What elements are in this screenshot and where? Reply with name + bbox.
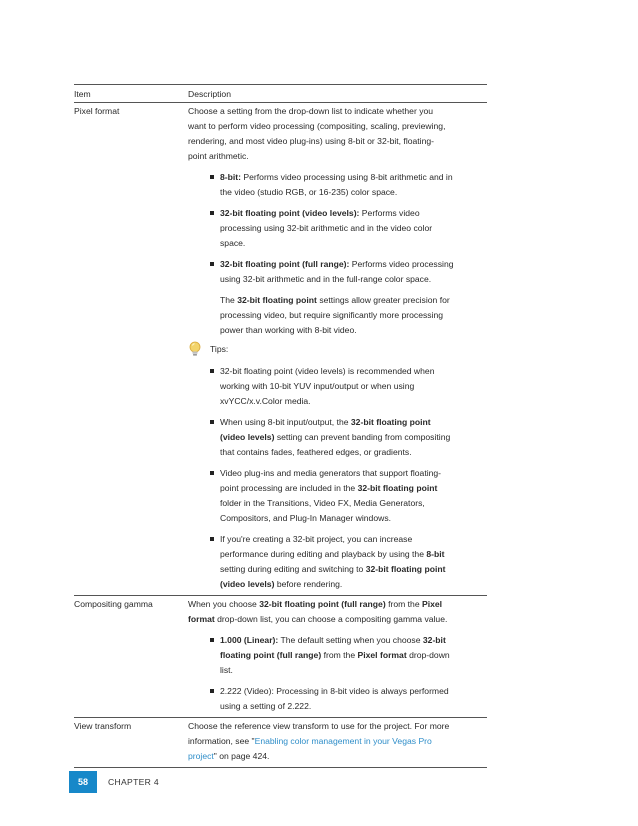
bullet-icon	[210, 689, 214, 693]
chapter-label: CHAPTER 4	[108, 777, 159, 787]
lightbulb-icon	[188, 341, 202, 357]
bullet-icon	[210, 471, 214, 475]
bullet-icon	[210, 175, 214, 179]
tips-heading: Tips:	[188, 342, 487, 358]
bullet-icon	[210, 369, 214, 373]
bullet-8bit: 8-bit: Performs video processing using 8-bit arithmetic and in the video (studio RGB, or 16-235) color space.	[188, 170, 487, 200]
bullet-32bit-full-range: 32-bit floating point (full range): Performs video processing using 32-bit arithmetic and in the full-range color space.	[188, 257, 487, 287]
color-management-link[interactable]: Enabling color management in your Vegas Pro	[254, 736, 432, 746]
table-header-row	[74, 85, 487, 102]
tip-performance: If you're creating a 32-bit project, you can increase performance during editing and playback by using the 8-bit setting during editing and switching to 32-bit floating point (video levels) before rendering.	[188, 532, 487, 592]
bullet-icon	[210, 262, 214, 266]
bullet-32bit-video-levels: 32-bit floating point (video levels): Performs video processing using 32-bit arithmetic and in the video color space.	[188, 206, 487, 251]
header-description: Description	[188, 89, 231, 99]
table-row-pixel-format	[74, 103, 487, 595]
table-bottom-rule	[74, 767, 487, 768]
settings-table	[74, 84, 487, 768]
item-pixel-format: Pixel format	[74, 106, 120, 116]
description-view-transform: Choose the reference view transform to use for the project. For more information, see "Enabling color management in your Vegas Pro project" on page 424.	[188, 721, 450, 761]
color-management-link-cont[interactable]: project	[188, 751, 214, 761]
bullet-icon	[210, 638, 214, 642]
precision-note: The 32-bit floating point settings allow greater precision for processing video, but require significantly more processing power than working with 8-bit video.	[220, 295, 450, 335]
bullet-icon	[210, 420, 214, 424]
description-compositing-gamma	[188, 597, 487, 714]
description-pixel-format	[188, 104, 487, 592]
item-view-transform: View transform	[74, 721, 132, 731]
tip-video-levels: 32-bit floating point (video levels) is recommended when working with 10-bit YUV input/output or when using xvYCC/x.v.Color media.	[188, 364, 487, 409]
bullet-video-gamma: 2.222 (Video): Processing in 8-bit video is always performed using a setting of 2.222.	[188, 684, 487, 714]
tip-banding: When using 8-bit input/output, the 32-bit floating point (video levels) setting can prevent banding from compositing that contains fades, feathered edges, or gradients.	[188, 415, 487, 460]
tip-plugins-folder: Video plug-ins and media generators that support floating- point processing are included in the 32-bit floating point folder in the Transitions, Video FX, Media Generators, Compositors, and Plug-In Manager windows.	[188, 466, 487, 526]
bullet-icon	[210, 537, 214, 541]
bullet-icon	[210, 211, 214, 215]
table-row-compositing-gamma	[74, 596, 487, 717]
page-number: 58	[69, 771, 97, 793]
page-footer	[69, 771, 159, 793]
pixel-format-intro: Choose a setting from the drop-down list to indicate whether you want to perform video processing (compositing, scaling, previewing, rendering, and most video plug-ins) using 8-bit or 32-bit, floating- point arithmetic.	[188, 106, 446, 161]
table-row-view-transform	[74, 718, 487, 767]
header-item: Item	[74, 89, 91, 99]
compositing-gamma-intro: When you choose 32-bit floating point (full range) from the Pixel format drop-down list, you can choose a compositing gamma value.	[188, 599, 448, 624]
bullet-linear: 1.000 (Linear): The default setting when you choose 32-bit floating point (full range) from the Pixel format drop-down list.	[188, 633, 487, 678]
item-compositing-gamma: Compositing gamma	[74, 599, 153, 609]
